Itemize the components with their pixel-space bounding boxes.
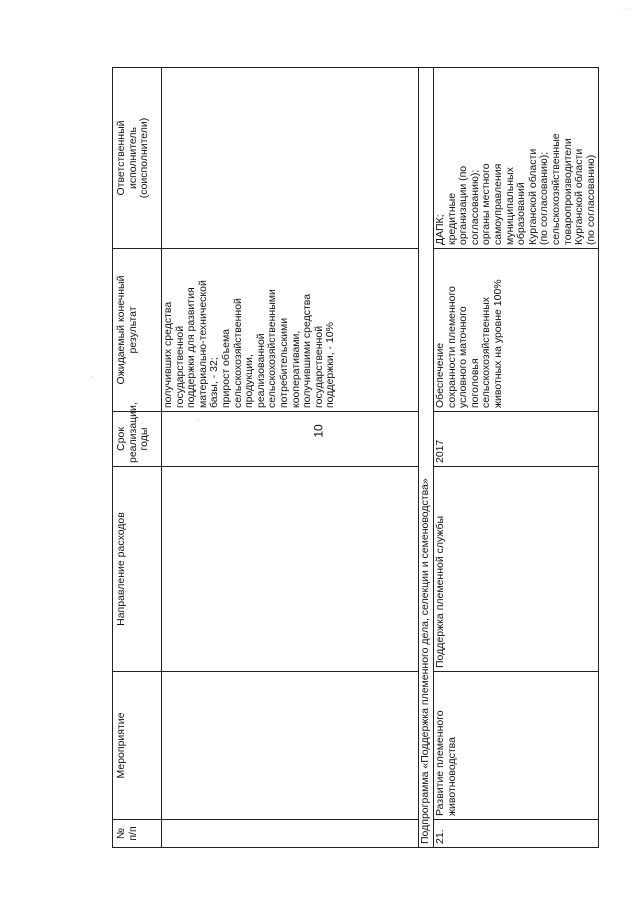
cell-num: 21. — [434, 820, 599, 848]
header-measure: Мероприятие — [113, 672, 162, 820]
program-measures-table — [112, 67, 599, 848]
header-executor: Ответственный исполнитель (соисполнители) — [113, 68, 162, 249]
table-row — [162, 68, 419, 848]
cell-executor: ДАПК; кредитные организации (по согласованию); органы местного самоуправления муниципальных образований Курганской области (по согласованию); сельскохозяйственные товаропроизводители Курганской области (по согласованию) — [434, 68, 599, 249]
cell-executor — [162, 68, 419, 249]
table-header-row — [113, 68, 162, 848]
cell-term: 2017 — [434, 412, 599, 467]
header-term: Срок реализации, годы — [113, 412, 162, 467]
cell-result: получивших средства государственной поддержки для развития материально-технической базы, - 32; прирост объема сельскохозяйственной продукции, реализованной сельскохозяйственными потребительскими кооперативами, получившими средства государственной поддержки, - 10% — [162, 249, 419, 412]
cell-direction — [162, 467, 419, 672]
cell-measure: Развитие племенного животноводства — [434, 672, 599, 820]
header-direction: Направление расходов — [113, 467, 162, 672]
header-num: № п/п — [113, 820, 162, 848]
subprogram-row — [419, 68, 434, 848]
subprogram-title: Подпрограмма «Поддержка племенного дела, селекции и семеноводства» — [419, 68, 434, 848]
rotated-table-area — [112, 68, 597, 848]
header-result: Ожидаемый конечный результат — [113, 249, 162, 412]
page-number: 10 — [311, 424, 326, 438]
corner-mark: · · · — [621, 6, 632, 13]
cell-num — [162, 820, 419, 848]
cell-direction: Поддержка племенной службы — [434, 467, 599, 672]
cell-measure — [162, 672, 419, 820]
table-row — [434, 68, 599, 848]
scan-speck — [92, 376, 93, 377]
cell-term — [162, 412, 419, 467]
cell-result: Обеспечение сохранности племенного условного маточного поголовья сельскохозяйственных животных на уровне 100% — [434, 249, 599, 412]
